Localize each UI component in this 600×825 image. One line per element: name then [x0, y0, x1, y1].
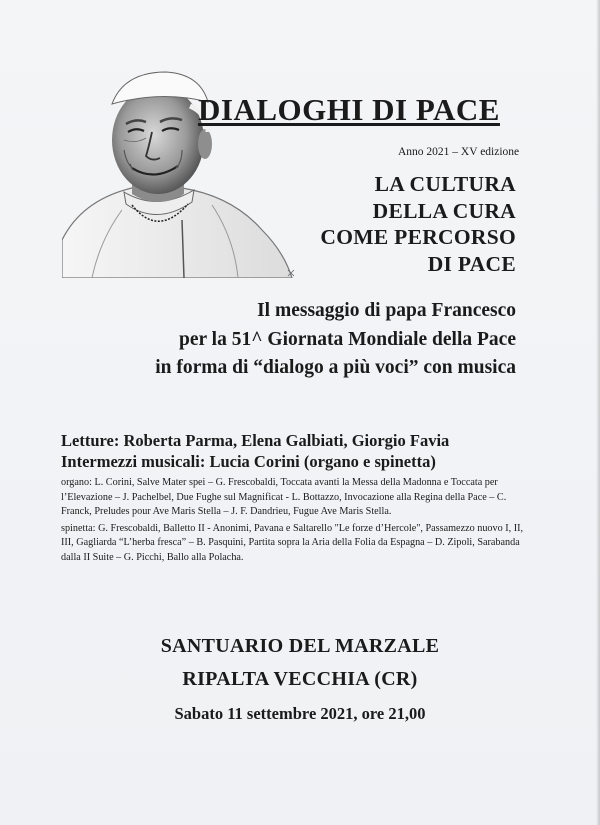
theme-line: COME PERCORSO — [320, 225, 516, 249]
message-line: in forma di “dialogo a più voci” con musica — [155, 357, 516, 378]
music-credit: Intermezzi musicali: Lucia Corini (organo e spinetta) — [61, 452, 436, 471]
message-line: Il messaggio di papa Francesco — [257, 300, 516, 321]
theme-line: DI PACE — [427, 251, 516, 276]
message-subtitle — [155, 297, 516, 383]
spinet-program: spinetta: G. Frescobaldi, Balletto II - Anonimi, Pavana e Saltarello "Le forze d’Hercole", Passamezzo nuovo I, II, III, Gagliarda “L’herba fresca” – B. Pasquini, Partita sopra la Aria della Folia da Espagna – D. Zipoli, Sarabanda dalla II Suite – G. Picchi, Ballo alla Polacha. — [61, 522, 524, 563]
venue-block — [0, 630, 600, 696]
page-edge-shadow — [596, 0, 600, 825]
organ-program: organo: L. Corini, Salve Mater spei – G. Frescobaldi, Toccata avanti la Messa della Madonna e Toccata per l’Elevazione – J. Pachelbel, Due Fughe sul Magnificat - L. Bottazzo, Invocazione alla Regina della Pace – C. Franck, Preludes pour Ave Maris Stella – J. F. Dandrieu, Fugue Ave Maris Stella. — [61, 477, 507, 518]
event-date: Sabato 11 settembre 2021, ore 21,00 — [174, 704, 426, 723]
theme-heading — [320, 171, 516, 277]
music-program — [61, 476, 531, 568]
venue-location: RIPALTA VECCHIA (CR) — [182, 668, 418, 690]
event-title: DIALOGHI DI PACE — [198, 92, 500, 127]
edition-label: Anno 2021 – XV edizione — [398, 146, 520, 158]
message-line: per la 51^ Giornata Mondiale della Pace — [178, 328, 516, 350]
venue-name: SANTUARIO DEL MARZALE — [160, 635, 440, 657]
readings-credit: Letture: Roberta Parma, Elena Galbiati, Giorgio Favia — [61, 431, 450, 450]
theme-line: LA CULTURA — [374, 172, 516, 196]
theme-line: DELLA CURA — [372, 198, 516, 223]
credits-block — [61, 430, 449, 472]
